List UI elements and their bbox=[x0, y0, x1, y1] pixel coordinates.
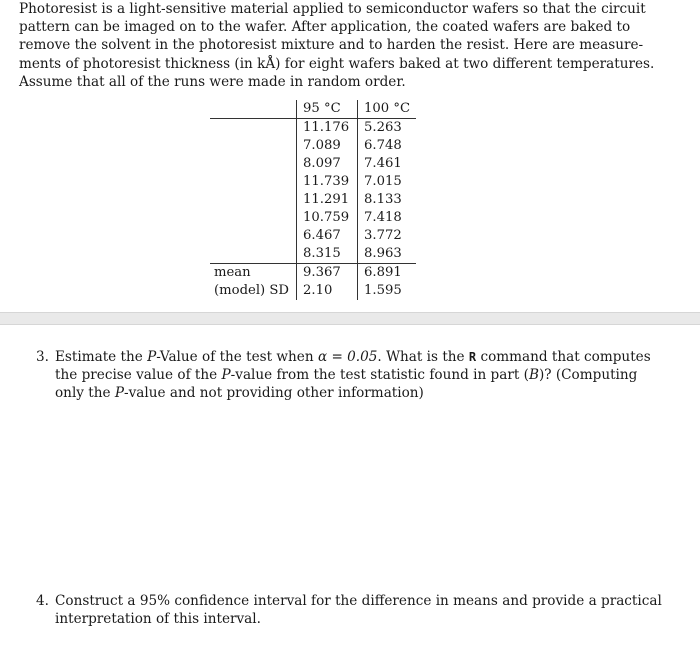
table-cell: 11.291 bbox=[297, 191, 358, 209]
table-cell: 8.963 bbox=[358, 245, 417, 264]
question-3 bbox=[36, 348, 651, 403]
text-run: Estimate the bbox=[55, 349, 148, 365]
table-cell: 5.263 bbox=[358, 119, 417, 138]
table-row bbox=[210, 209, 416, 227]
math-p: P bbox=[114, 385, 125, 402]
text-run: )? (Computing bbox=[538, 367, 638, 384]
math-p: P bbox=[147, 349, 157, 365]
thickness-table bbox=[210, 100, 416, 300]
table-cell bbox=[210, 209, 297, 227]
table-row bbox=[210, 173, 416, 191]
table-row bbox=[210, 119, 416, 138]
question-number: 4. bbox=[36, 593, 49, 609]
text-run: command that computes bbox=[476, 349, 651, 365]
code-r: R bbox=[468, 350, 477, 364]
table-cell: 6.467 bbox=[297, 227, 358, 245]
table-row bbox=[210, 227, 416, 245]
table-cell: 7.089 bbox=[297, 137, 358, 155]
math-b: B bbox=[528, 367, 539, 384]
table-cell: 11.739 bbox=[297, 173, 358, 191]
table-cell: 10.759 bbox=[297, 209, 358, 227]
table-cell: 8.097 bbox=[297, 155, 358, 173]
table-cell: 8.315 bbox=[297, 245, 358, 264]
question-4 bbox=[36, 592, 662, 628]
table-cell bbox=[210, 191, 297, 209]
problem-statement bbox=[19, 0, 655, 91]
table-header-cell: 95 °C bbox=[297, 100, 358, 119]
intro-line: Photoresist is a light-sensitive material applied to semiconductor wafers so that the circuit bbox=[19, 1, 646, 17]
question-line bbox=[55, 366, 638, 384]
table-header-cell bbox=[210, 100, 297, 119]
table-row bbox=[210, 137, 416, 155]
summary-cell: 6.891 bbox=[358, 264, 417, 283]
question-line bbox=[55, 348, 651, 366]
text-run: . What is the bbox=[377, 349, 469, 365]
intro-line: remove the solvent in the photoresist mixture and to harden the resist. Here are measure- bbox=[19, 37, 644, 54]
problem-card bbox=[0, 0, 700, 312]
question-line: interpretation of this interval. bbox=[55, 611, 261, 628]
table-cell bbox=[210, 227, 297, 245]
table-row bbox=[210, 155, 416, 173]
intro-line: Assume that all of the runs were made in random order. bbox=[19, 73, 406, 90]
math-p: P bbox=[221, 367, 231, 384]
table-cell bbox=[210, 173, 297, 191]
summary-cell: 1.595 bbox=[358, 282, 417, 300]
math-alpha: α = 0.05 bbox=[317, 349, 378, 365]
table-header-row bbox=[210, 100, 416, 119]
question-line bbox=[55, 384, 606, 402]
text-run: the precise value of the bbox=[55, 367, 222, 384]
table-cell bbox=[210, 245, 297, 264]
page-divider bbox=[0, 312, 700, 325]
text-run: -Value of the test when bbox=[156, 349, 318, 365]
summary-label: mean bbox=[214, 265, 251, 280]
text-run: -value from the test statistic found in part ( bbox=[230, 367, 529, 384]
table-cell: 3.772 bbox=[358, 227, 417, 245]
table-summary-row bbox=[210, 264, 416, 283]
intro-line: ments of photoresist thickness (in kÅ) for eight wafers baked at two different temperatures. bbox=[19, 55, 655, 72]
text-run: -value and not providing other information) bbox=[124, 385, 424, 402]
table-cell bbox=[210, 155, 297, 173]
questions-card bbox=[0, 325, 700, 653]
summary-cell: 2.10 bbox=[297, 282, 358, 300]
question-number: 3. bbox=[36, 349, 49, 365]
table-cell: 7.461 bbox=[358, 155, 417, 173]
intro-line: pattern can be imaged on to the wafer. After application, the coated wafers are baked to bbox=[19, 19, 631, 36]
table-cell: 7.418 bbox=[358, 209, 417, 227]
table-cell bbox=[210, 119, 297, 138]
table-header-cell: 100 °C bbox=[358, 100, 417, 119]
table-cell: 6.748 bbox=[358, 137, 417, 155]
question-text bbox=[55, 348, 651, 403]
table-cell: 11.176 bbox=[297, 119, 358, 138]
table-cell bbox=[210, 137, 297, 155]
table-cell: 7.015 bbox=[358, 173, 417, 191]
table-row bbox=[210, 191, 416, 209]
summary-label: (model) SD bbox=[214, 283, 289, 298]
table-summary-row bbox=[210, 282, 416, 300]
question-text bbox=[55, 592, 662, 628]
text-run: only the bbox=[55, 385, 115, 402]
table-row bbox=[210, 245, 416, 264]
table-cell: 8.133 bbox=[358, 191, 417, 209]
summary-cell: 9.367 bbox=[297, 264, 358, 283]
question-line: Construct a 95% confidence interval for the difference in means and provide a practical bbox=[55, 593, 662, 609]
